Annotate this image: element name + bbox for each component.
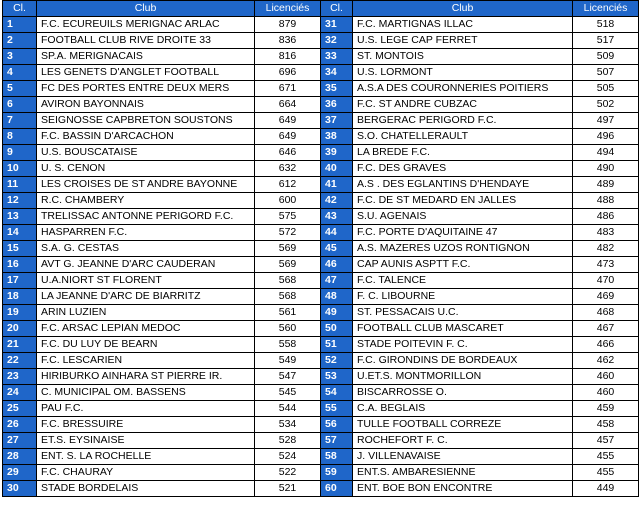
- club-name-cell: FC DES PORTES ENTRE DEUX MERS: [37, 81, 255, 97]
- licencies-cell: 483: [573, 225, 639, 241]
- table-row: [3, 481, 639, 497]
- table-row: [3, 289, 639, 305]
- licencies-cell: 486: [573, 209, 639, 225]
- club-name-cell: U.S. LEGE CAP FERRET: [353, 33, 573, 49]
- licencies-cell: 496: [573, 129, 639, 145]
- club-name-cell: U.S. BOUSCATAISE: [37, 145, 255, 161]
- club-name-cell: HIRIBURKO AINHARA ST PIERRE IR.: [37, 369, 255, 385]
- licencies-cell: 460: [573, 385, 639, 401]
- club-name-cell: STADE POITEVIN F. C.: [353, 337, 573, 353]
- club-name-cell: TULLE FOOTBALL CORREZE: [353, 417, 573, 433]
- club-name-cell: ARIN LUZIEN: [37, 305, 255, 321]
- licencies-cell: 572: [255, 225, 321, 241]
- table-row: [3, 113, 639, 129]
- licencies-cell: 568: [255, 273, 321, 289]
- club-name-cell: SEIGNOSSE CAPBRETON SOUSTONS: [37, 113, 255, 129]
- table-row: [3, 129, 639, 145]
- licencies-cell: 664: [255, 97, 321, 113]
- licencies-cell: 518: [573, 17, 639, 33]
- club-name-cell: U.S. LORMONT: [353, 65, 573, 81]
- rank-cell: 51: [321, 337, 353, 353]
- licencies-cell: 490: [573, 161, 639, 177]
- rank-cell: 25: [3, 401, 37, 417]
- club-name-cell: ENT. BOE BON ENCONTRE: [353, 481, 573, 497]
- licencies-cell: 502: [573, 97, 639, 113]
- licencies-cell: 509: [573, 49, 639, 65]
- licencies-cell: 569: [255, 241, 321, 257]
- table-row: [3, 209, 639, 225]
- table-row: [3, 257, 639, 273]
- rank-cell: 43: [321, 209, 353, 225]
- club-name-cell: U. S. CENON: [37, 161, 255, 177]
- club-name-cell: ST. MONTOIS: [353, 49, 573, 65]
- licencies-cell: 468: [573, 305, 639, 321]
- licencies-cell: 612: [255, 177, 321, 193]
- licencies-cell: 449: [573, 481, 639, 497]
- licencies-cell: 459: [573, 401, 639, 417]
- club-name-cell: A.S.A DES COURONNERIES POITIERS: [353, 81, 573, 97]
- rank-cell: 10: [3, 161, 37, 177]
- licencies-cell: 560: [255, 321, 321, 337]
- licencies-cell: 457: [573, 433, 639, 449]
- club-name-cell: F.C. BRESSUIRE: [37, 417, 255, 433]
- club-name-cell: F.C. DE ST MEDARD EN JALLES: [353, 193, 573, 209]
- rank-cell: 54: [321, 385, 353, 401]
- rank-header: Cl.: [3, 1, 37, 17]
- club-name-cell: A.S. MAZERES UZOS RONTIGNON: [353, 241, 573, 257]
- licencies-cell: 547: [255, 369, 321, 385]
- club-name-cell: F.C. ECUREUILS MERIGNAC ARLAC: [37, 17, 255, 33]
- club-name-cell: FOOTBALL CLUB RIVE DROITE 33: [37, 33, 255, 49]
- rank-cell: 56: [321, 417, 353, 433]
- licencies-cell: 455: [573, 449, 639, 465]
- licencies-cell: 469: [573, 289, 639, 305]
- rank-cell: 57: [321, 433, 353, 449]
- table-row: [3, 241, 639, 257]
- club-ranking-table: [2, 0, 639, 497]
- rank-cell: 7: [3, 113, 37, 129]
- club-name-cell: U.ET.S. MONTMORILLON: [353, 369, 573, 385]
- club-name-cell: AVIRON BAYONNAIS: [37, 97, 255, 113]
- licencies-cell: 460: [573, 369, 639, 385]
- licencies-cell: 836: [255, 33, 321, 49]
- table-row: [3, 65, 639, 81]
- rank-cell: 42: [321, 193, 353, 209]
- table-row: [3, 337, 639, 353]
- club-name-cell: HASPARREN F.C.: [37, 225, 255, 241]
- rank-cell: 11: [3, 177, 37, 193]
- licencies-cell: 561: [255, 305, 321, 321]
- rank-cell: 27: [3, 433, 37, 449]
- table-row: [3, 369, 639, 385]
- table-row: [3, 145, 639, 161]
- licencies-cell: 649: [255, 113, 321, 129]
- licencies-cell: 549: [255, 353, 321, 369]
- licencies-cell: 528: [255, 433, 321, 449]
- licencies-cell: 494: [573, 145, 639, 161]
- rank-cell: 59: [321, 465, 353, 481]
- club-name-cell: S.U. AGENAIS: [353, 209, 573, 225]
- club-header: Club: [353, 1, 573, 17]
- table-row: [3, 401, 639, 417]
- licencies-cell: 649: [255, 129, 321, 145]
- club-name-cell: F.C. BASSIN D'ARCACHON: [37, 129, 255, 145]
- rank-cell: 20: [3, 321, 37, 337]
- rank-cell: 50: [321, 321, 353, 337]
- licencies-cell: 545: [255, 385, 321, 401]
- rank-cell: 49: [321, 305, 353, 321]
- table-row: [3, 321, 639, 337]
- rank-cell: 39: [321, 145, 353, 161]
- rank-cell: 9: [3, 145, 37, 161]
- club-name-cell: J. VILLENAVAISE: [353, 449, 573, 465]
- licencies-cell: 470: [573, 273, 639, 289]
- licencies-cell: 524: [255, 449, 321, 465]
- licencies-header: Licenciés: [255, 1, 321, 17]
- rank-cell: 19: [3, 305, 37, 321]
- rank-header: Cl.: [321, 1, 353, 17]
- rank-cell: 32: [321, 33, 353, 49]
- licencies-cell: 632: [255, 161, 321, 177]
- club-name-cell: ET.S. EYSINAISE: [37, 433, 255, 449]
- licencies-cell: 482: [573, 241, 639, 257]
- rank-cell: 12: [3, 193, 37, 209]
- rank-cell: 36: [321, 97, 353, 113]
- club-name-cell: F.C. PORTE D'AQUITAINE 47: [353, 225, 573, 241]
- club-name-cell: SP.A. MERIGNACAIS: [37, 49, 255, 65]
- rank-cell: 2: [3, 33, 37, 49]
- club-name-cell: S.O. CHATELLERAULT: [353, 129, 573, 145]
- rank-cell: 21: [3, 337, 37, 353]
- licencies-cell: 522: [255, 465, 321, 481]
- club-name-cell: LA JEANNE D'ARC DE BIARRITZ: [37, 289, 255, 305]
- table-row: [3, 177, 639, 193]
- club-name-cell: C. MUNICIPAL OM. BASSENS: [37, 385, 255, 401]
- rank-cell: 18: [3, 289, 37, 305]
- table-row: [3, 49, 639, 65]
- club-name-cell: U.A.NIORT ST FLORENT: [37, 273, 255, 289]
- club-name-cell: A.S . DES EGLANTINS D'HENDAYE: [353, 177, 573, 193]
- licencies-cell: 505: [573, 81, 639, 97]
- rank-cell: 6: [3, 97, 37, 113]
- rank-cell: 31: [321, 17, 353, 33]
- licencies-cell: 462: [573, 353, 639, 369]
- rank-cell: 24: [3, 385, 37, 401]
- rank-cell: 58: [321, 449, 353, 465]
- licencies-cell: 489: [573, 177, 639, 193]
- table-row: [3, 17, 639, 33]
- table-row: [3, 161, 639, 177]
- licencies-cell: 521: [255, 481, 321, 497]
- table-row: [3, 225, 639, 241]
- club-name-cell: AVT G. JEANNE D'ARC CAUDERAN: [37, 257, 255, 273]
- licencies-header: Licenciés: [573, 1, 639, 17]
- licencies-cell: 600: [255, 193, 321, 209]
- rank-cell: 46: [321, 257, 353, 273]
- club-name-cell: PAU F.C.: [37, 401, 255, 417]
- rank-cell: 5: [3, 81, 37, 97]
- licencies-cell: 879: [255, 17, 321, 33]
- licencies-cell: 467: [573, 321, 639, 337]
- rank-cell: 1: [3, 17, 37, 33]
- rank-cell: 34: [321, 65, 353, 81]
- licencies-cell: 575: [255, 209, 321, 225]
- licencies-cell: 473: [573, 257, 639, 273]
- club-name-cell: LA BREDE F.C.: [353, 145, 573, 161]
- club-name-cell: LES GENETS D'ANGLET FOOTBALL: [37, 65, 255, 81]
- club-name-cell: C.A. BEGLAIS: [353, 401, 573, 417]
- licencies-cell: 558: [255, 337, 321, 353]
- club-name-cell: F.C. GIRONDINS DE BORDEAUX: [353, 353, 573, 369]
- rank-cell: 29: [3, 465, 37, 481]
- club-name-cell: F.C. TALENCE: [353, 273, 573, 289]
- licencies-cell: 507: [573, 65, 639, 81]
- club-name-cell: FOOTBALL CLUB MASCARET: [353, 321, 573, 337]
- club-name-cell: F.C. DES GRAVES: [353, 161, 573, 177]
- licencies-cell: 455: [573, 465, 639, 481]
- licencies-cell: 458: [573, 417, 639, 433]
- club-name-cell: F.C. DU LUY DE BEARN: [37, 337, 255, 353]
- table-row: [3, 417, 639, 433]
- rank-cell: 15: [3, 241, 37, 257]
- licencies-cell: 488: [573, 193, 639, 209]
- licencies-cell: 466: [573, 337, 639, 353]
- club-name-cell: STADE BORDELAIS: [37, 481, 255, 497]
- rank-cell: 48: [321, 289, 353, 305]
- licencies-cell: 534: [255, 417, 321, 433]
- rank-cell: 17: [3, 273, 37, 289]
- club-name-cell: BISCARROSSE O.: [353, 385, 573, 401]
- rank-cell: 26: [3, 417, 37, 433]
- club-name-cell: CAP AUNIS ASPTT F.C.: [353, 257, 573, 273]
- table-row: [3, 33, 639, 49]
- club-name-cell: F.C. ARSAC LEPIAN MEDOC: [37, 321, 255, 337]
- club-name-cell: F.C. ST ANDRE CUBZAC: [353, 97, 573, 113]
- club-header: Club: [37, 1, 255, 17]
- rank-cell: 37: [321, 113, 353, 129]
- rank-cell: 45: [321, 241, 353, 257]
- rank-cell: 28: [3, 449, 37, 465]
- club-name-cell: S.A. G. CESTAS: [37, 241, 255, 257]
- rank-cell: 47: [321, 273, 353, 289]
- rank-cell: 22: [3, 353, 37, 369]
- table-row: [3, 273, 639, 289]
- table-row: [3, 305, 639, 321]
- rank-cell: 23: [3, 369, 37, 385]
- rank-cell: 30: [3, 481, 37, 497]
- rank-cell: 16: [3, 257, 37, 273]
- licencies-cell: 497: [573, 113, 639, 129]
- rank-cell: 3: [3, 49, 37, 65]
- club-name-cell: F.C. MARTIGNAS ILLAC: [353, 17, 573, 33]
- rank-cell: 33: [321, 49, 353, 65]
- club-name-cell: F. C. LIBOURNE: [353, 289, 573, 305]
- club-name-cell: ROCHEFORT F. C.: [353, 433, 573, 449]
- club-name-cell: TRELISSAC ANTONNE PERIGORD F.C.: [37, 209, 255, 225]
- club-name-cell: ENT.S. AMBARESIENNE: [353, 465, 573, 481]
- rank-cell: 55: [321, 401, 353, 417]
- table-row: [3, 193, 639, 209]
- licencies-cell: 816: [255, 49, 321, 65]
- rank-cell: 44: [321, 225, 353, 241]
- club-name-cell: LES CROISES DE ST ANDRE BAYONNE: [37, 177, 255, 193]
- table-row: [3, 81, 639, 97]
- rank-cell: 14: [3, 225, 37, 241]
- club-name-cell: F.C. LESCARIEN: [37, 353, 255, 369]
- table-row: [3, 97, 639, 113]
- table-row: [3, 353, 639, 369]
- licencies-cell: 696: [255, 65, 321, 81]
- licencies-cell: 544: [255, 401, 321, 417]
- club-name-cell: R.C. CHAMBERY: [37, 193, 255, 209]
- licencies-cell: 517: [573, 33, 639, 49]
- licencies-cell: 569: [255, 257, 321, 273]
- rank-cell: 52: [321, 353, 353, 369]
- rank-cell: 35: [321, 81, 353, 97]
- header-row: [3, 1, 639, 17]
- club-name-cell: F.C. CHAURAY: [37, 465, 255, 481]
- club-name-cell: ENT. S. LA ROCHELLE: [37, 449, 255, 465]
- licencies-cell: 568: [255, 289, 321, 305]
- table-row: [3, 465, 639, 481]
- rank-cell: 40: [321, 161, 353, 177]
- club-name-cell: ST. PESSACAIS U.C.: [353, 305, 573, 321]
- table-row: [3, 385, 639, 401]
- rank-cell: 60: [321, 481, 353, 497]
- rank-cell: 13: [3, 209, 37, 225]
- rank-cell: 4: [3, 65, 37, 81]
- table-row: [3, 433, 639, 449]
- rank-cell: 41: [321, 177, 353, 193]
- licencies-cell: 646: [255, 145, 321, 161]
- table-row: [3, 449, 639, 465]
- rank-cell: 53: [321, 369, 353, 385]
- rank-cell: 38: [321, 129, 353, 145]
- club-name-cell: BERGERAC PERIGORD F.C.: [353, 113, 573, 129]
- table-body: [3, 17, 639, 497]
- licencies-cell: 671: [255, 81, 321, 97]
- rank-cell: 8: [3, 129, 37, 145]
